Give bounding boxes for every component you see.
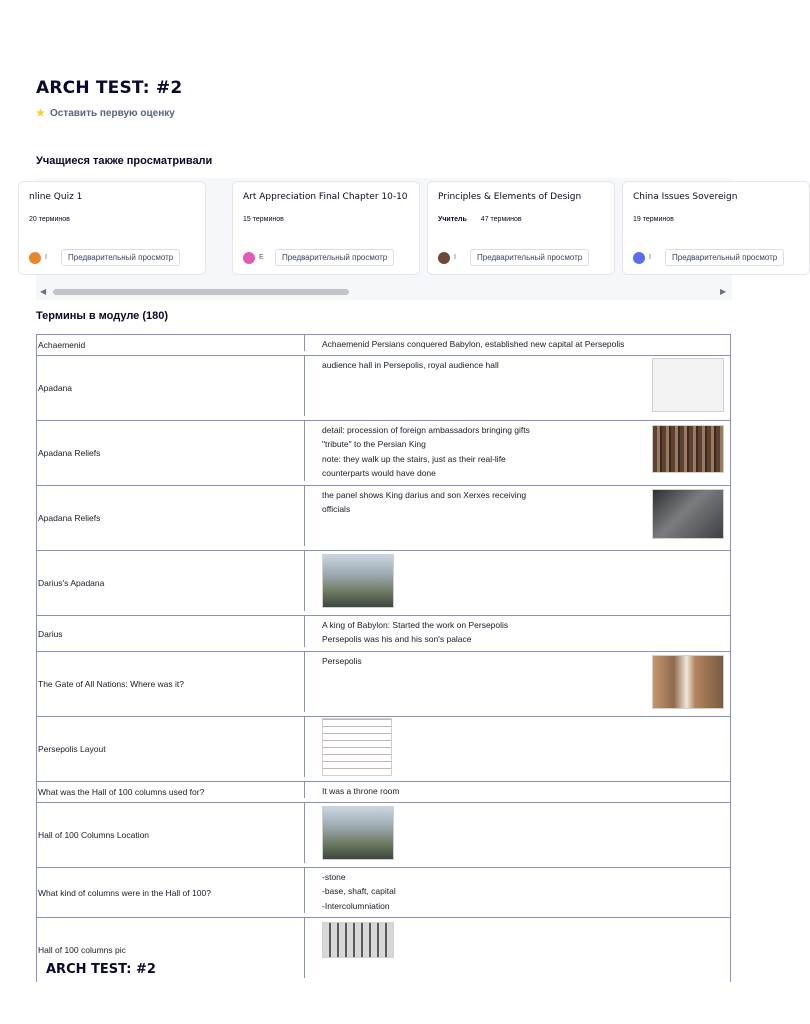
- term-definition: [322, 784, 647, 798]
- definition-line: officials: [322, 504, 351, 515]
- term-word: What was the Hall of 100 columns used for?: [38, 787, 205, 797]
- card-author[interactable]: I: [45, 254, 47, 261]
- term-image[interactable]: [652, 655, 724, 709]
- card-footer: [29, 249, 180, 266]
- preview-button[interactable]: Предварительный просмотр: [61, 249, 180, 266]
- term-word: What kind of columns were in the Hall of 100?: [38, 887, 211, 898]
- star-icon: ★: [36, 107, 45, 119]
- term-row: [36, 334, 731, 355]
- preview-button[interactable]: Предварительный просмотр: [665, 249, 784, 266]
- term-definition: [322, 358, 647, 372]
- related-sets-carousel: [29, 178, 778, 300]
- card-term-count: 19 терминов: [633, 216, 674, 223]
- footer-title: ARCH TEST: #2: [46, 962, 156, 977]
- term-row: [36, 355, 731, 420]
- definition-line: detail: procession of foreign ambassadors bringing gifts: [322, 425, 530, 435]
- term-image[interactable]: [322, 554, 394, 608]
- term-image[interactable]: [652, 358, 724, 412]
- definition-line: counterparts would have done: [322, 467, 436, 478]
- card-footer: [243, 249, 394, 266]
- avatar[interactable]: [243, 252, 255, 264]
- term-word: Achaemenid: [38, 340, 86, 350]
- definition-line: Persepolis: [322, 656, 362, 666]
- term-word: Darius's Apadana: [38, 578, 105, 588]
- teacher-badge: Учитель: [438, 216, 467, 223]
- term-row: [36, 781, 731, 802]
- also-viewed-heading: Учащиеся также просматривали: [36, 155, 213, 167]
- definition-line: -Intercolumniation: [322, 900, 390, 911]
- cell-divider: [304, 918, 305, 978]
- card-meta: [633, 216, 674, 223]
- carousel-scrollbar[interactable]: [53, 289, 349, 295]
- term-word: Darius: [38, 628, 63, 639]
- preview-button[interactable]: Предварительный просмотр: [470, 249, 589, 266]
- definition-line: note: they walk up the stairs, just as their real-life: [322, 453, 506, 464]
- term-row: [36, 485, 731, 550]
- definition-line: Achaemenid Persians conquered Babylon, established new capital at Persepolis: [322, 339, 625, 349]
- card-title[interactable]: Art Appreciation Final Chapter 10-10: [243, 192, 408, 202]
- definition-line: -stone: [322, 872, 346, 882]
- related-set-card[interactable]: [232, 181, 420, 275]
- cell-divider: [304, 335, 305, 351]
- term-word: The Gate of All Nations: Where was it?: [38, 679, 184, 689]
- avatar[interactable]: [633, 252, 645, 264]
- related-set-card[interactable]: [427, 181, 615, 275]
- card-author[interactable]: I: [454, 254, 456, 261]
- term-definition: [322, 654, 647, 668]
- card-author[interactable]: I: [649, 254, 651, 261]
- card-title[interactable]: Principles & Elements of Design: [438, 192, 582, 202]
- term-definition: [322, 337, 647, 351]
- card-title[interactable]: nline Quiz 1: [29, 192, 83, 202]
- term-image[interactable]: [322, 806, 394, 860]
- cell-divider: [304, 782, 305, 798]
- card-footer: [633, 249, 784, 266]
- card-footer: [438, 249, 589, 266]
- term-word: Apadana Reliefs: [38, 513, 101, 523]
- card-term-count: 47 терминов: [480, 216, 522, 223]
- term-word: Hall of 100 columns pic: [38, 945, 126, 955]
- term-word: Persepolis Layout: [38, 744, 106, 754]
- term-row: [36, 420, 731, 485]
- related-set-card[interactable]: [622, 181, 810, 275]
- rate-set-link[interactable]: [36, 108, 175, 119]
- avatar[interactable]: [438, 252, 450, 264]
- term-image[interactable]: [322, 922, 394, 958]
- terms-table: [36, 334, 731, 982]
- avatar[interactable]: [29, 252, 41, 264]
- preview-button[interactable]: Предварительный просмотр: [275, 249, 394, 266]
- term-row: [36, 802, 731, 867]
- definition-line: -base, shaft, capital: [322, 886, 396, 897]
- related-set-card[interactable]: [18, 181, 206, 275]
- cell-divider: [304, 486, 305, 546]
- terms-heading: Термины в модуле (180): [36, 310, 169, 322]
- cell-divider: [304, 717, 305, 777]
- card-meta: [29, 216, 70, 223]
- term-word: Hall of 100 Columns Location: [38, 830, 150, 840]
- term-definition: [322, 618, 647, 647]
- cell-divider: [304, 551, 305, 611]
- definition-line: It was a throne room: [322, 786, 400, 796]
- cell-divider: [304, 616, 305, 647]
- definition-line: audience hall in Persepolis, royal audience hall: [322, 360, 499, 370]
- term-definition: [322, 423, 647, 480]
- term-word: Apadana Reliefs: [38, 448, 101, 458]
- term-row: [36, 867, 731, 917]
- term-definition: [322, 870, 647, 913]
- term-row: [36, 550, 731, 615]
- definition-line: the panel shows King darius and son Xerxes receiving: [322, 490, 527, 500]
- definition-line: "tribute" to the Persian King: [322, 439, 426, 450]
- definition-line: Persepolis was his and his son's palace: [322, 634, 472, 645]
- card-term-count: 20 терминов: [29, 216, 70, 223]
- scroll-left-arrow-icon[interactable]: ◀: [40, 287, 47, 296]
- definition-line: A king of Babylon: Started the work on Persepolis: [322, 620, 509, 630]
- term-row: [36, 651, 731, 716]
- card-meta: [243, 216, 284, 223]
- term-definition: [322, 488, 647, 517]
- term-image[interactable]: [322, 718, 392, 776]
- card-author[interactable]: E: [259, 254, 264, 261]
- card-term-count: 15 терминов: [243, 216, 284, 223]
- term-image[interactable]: [652, 425, 724, 473]
- cell-divider: [304, 868, 305, 913]
- cell-divider: [304, 652, 305, 712]
- term-row: [36, 716, 731, 781]
- rate-set-label: Оставить первую оценку: [49, 108, 175, 119]
- cell-divider: [304, 421, 305, 481]
- term-image[interactable]: [652, 489, 724, 539]
- term-row: [36, 615, 731, 651]
- page-title: ARCH TEST: #2: [36, 78, 183, 98]
- term-word: Apadana: [38, 383, 73, 393]
- card-meta: [438, 216, 522, 223]
- scroll-right-arrow-icon[interactable]: ▶: [720, 287, 727, 296]
- card-title[interactable]: China Issues Sovereign: [633, 192, 738, 202]
- cell-divider: [304, 356, 305, 416]
- cell-divider: [304, 803, 305, 863]
